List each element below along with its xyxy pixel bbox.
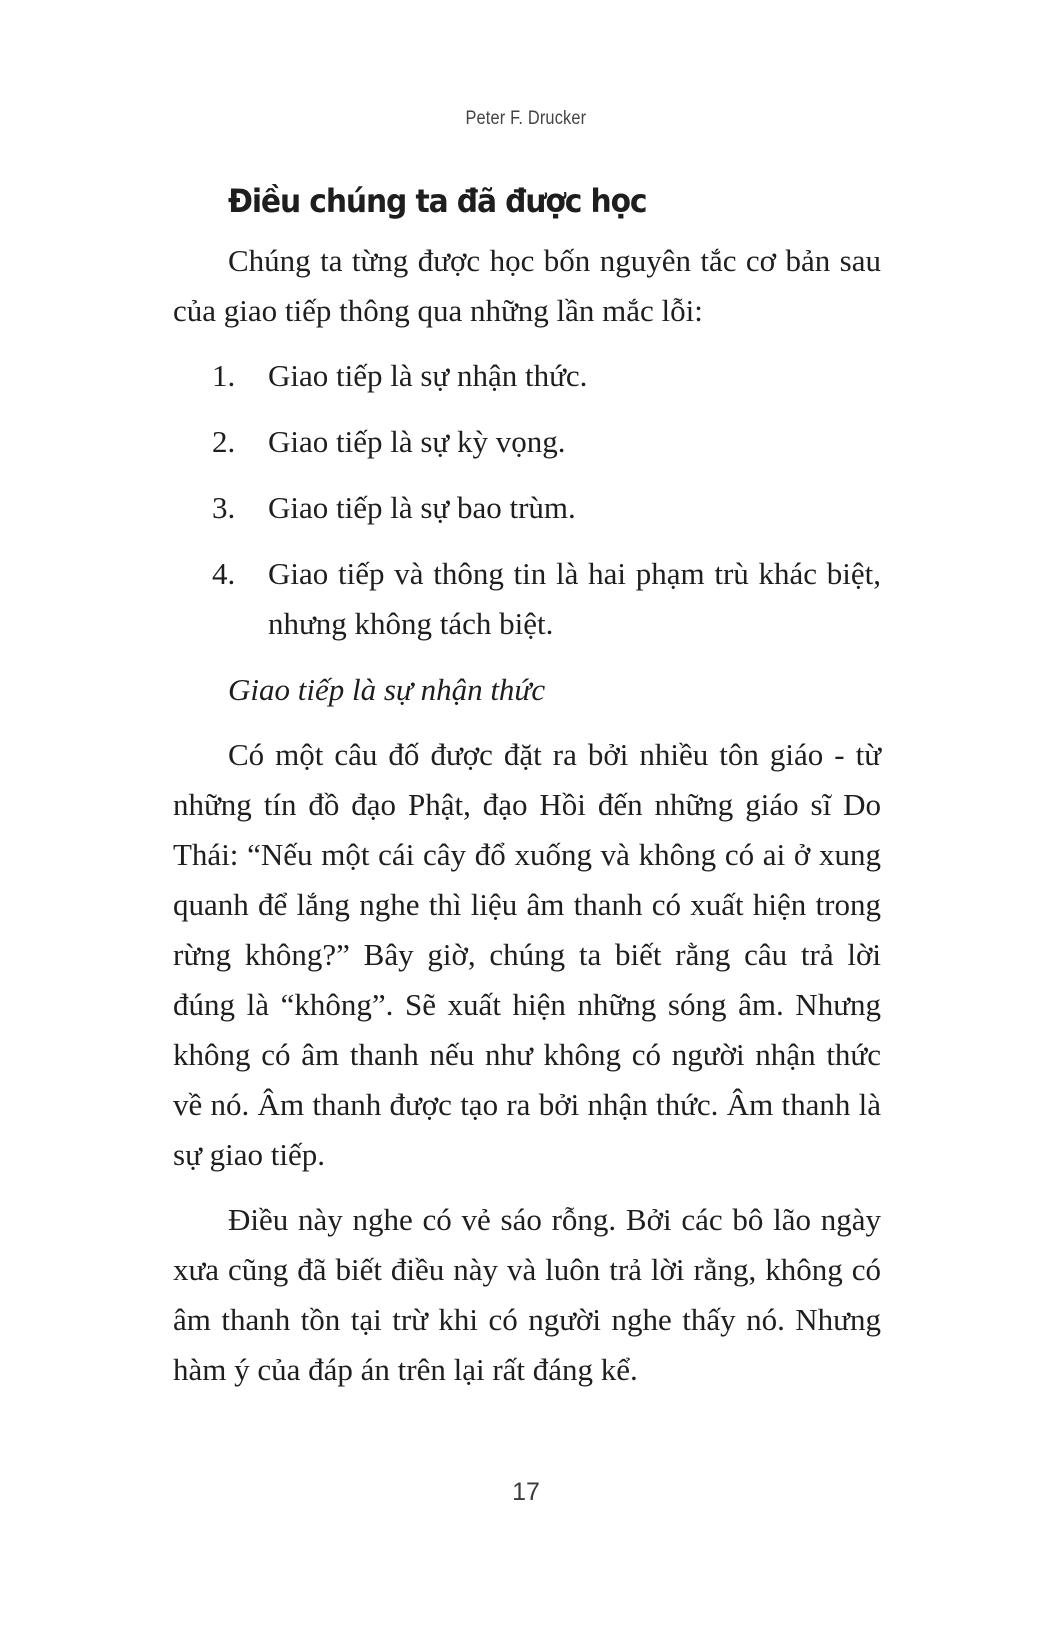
list-item-text: Giao tiếp là sự bao trùm. <box>268 490 576 525</box>
intro-paragraph: Chúng ta từng được học bốn nguyên tắc cơ bản sau của giao tiếp thông qua những lần mắc lỗi: <box>173 243 881 328</box>
page-number: 17 <box>512 1478 540 1506</box>
principles-list <box>173 351 881 649</box>
subheading: Giao tiếp là sự nhận thức <box>228 672 546 707</box>
list-item <box>173 417 881 467</box>
list-item-number: 4. <box>212 556 236 591</box>
list-item-number: 1. <box>212 358 236 393</box>
list-item-text: Giao tiếp là sự nhận thức. <box>268 358 588 393</box>
body-paragraph: Có một câu đố được đặt ra bởi nhiều tôn giáo - từ những tín đồ đạo Phật, đạo Hồi đến những giáo sĩ Do Thái: “Nếu một cái cây đổ xuống và không có ai ở xung quanh để lắng nghe thì liệu âm thanh có xuất hiện trong rừng không?” Bây giờ, chúng ta biết rằng câu trả lời đúng là “không”. Sẽ xuất hiện những sóng âm. Nhưng không có âm thanh nếu như không có người nhận thức về nó. Âm thanh được tạo ra bởi nhận thức. Âm thanh là sự giao tiếp. <box>173 737 881 1172</box>
list-item-text: Giao tiếp là sự kỳ vọng. <box>268 424 566 459</box>
list-item-number: 2. <box>212 424 236 459</box>
list-item <box>173 483 881 533</box>
page-content <box>173 178 881 1395</box>
list-item <box>173 351 881 401</box>
section-heading: Điều chúng ta đã được học <box>228 182 647 220</box>
list-item-text: Giao tiếp và thông tin là hai phạm trù khác biệt, nhưng không tách biệt. <box>268 556 881 641</box>
list-item-number: 3. <box>212 490 236 525</box>
list-item <box>173 549 881 649</box>
body-paragraph: Điều này nghe có vẻ sáo rỗng. Bởi các bô lão ngày xưa cũng đã biết điều này và luôn trả lời rằng, không có âm thanh tồn tại trừ khi có người nghe thấy nó. Nhưng hàm ý của đáp án trên lại rất đáng kể. <box>173 1202 881 1387</box>
running-header-author: Peter F. Drucker <box>465 108 587 129</box>
